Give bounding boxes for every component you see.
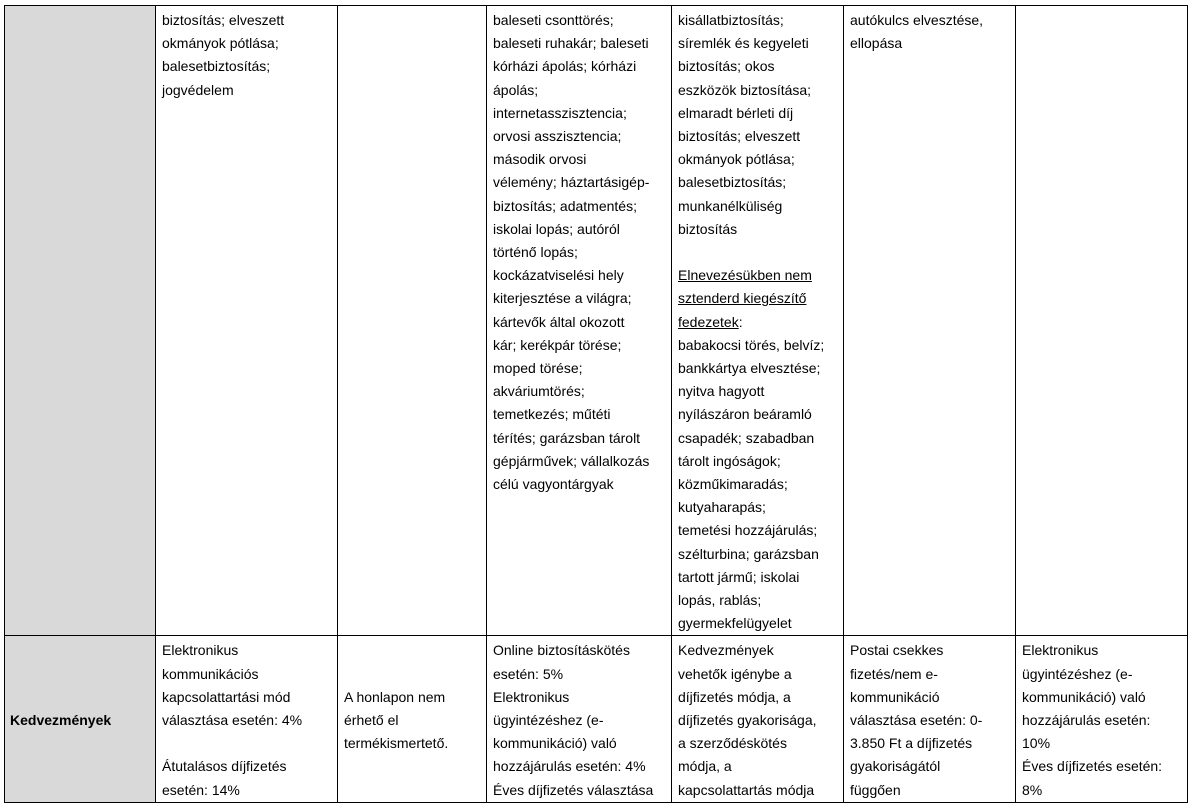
text-line: ellopása [850, 35, 903, 52]
text-line: díjfizetés módja, a [678, 688, 791, 705]
cell-top-col1 [156, 6, 338, 636]
text-line: második orvosi [493, 151, 587, 168]
comparison-table [4, 5, 1188, 803]
text-line: Elektronikus [1022, 642, 1099, 659]
text-line: moped törése; [493, 360, 583, 377]
text-line: történő lopás; [493, 244, 578, 261]
text-line: biztosítás [678, 220, 738, 237]
text-line: balesetbiztosítás; [162, 58, 271, 75]
text-line: célú vagyontárgyak [493, 476, 614, 493]
text-line: Elektronikus [493, 688, 570, 705]
text-line: kórházi ápolás; kórházi [493, 58, 637, 75]
text-line: baleseti csonttörés; [493, 12, 614, 28]
text-line: nyitva hagyott [678, 383, 765, 400]
text-line: biztosítás; okos [678, 58, 775, 75]
text-line: Éves díjfizetés esetén: [1022, 758, 1163, 775]
cell-bottom-col3 [487, 636, 672, 802]
text-line: kommunikációs [162, 665, 259, 682]
cell-top-col3 [487, 6, 672, 636]
cell-bottom-col1 [156, 636, 338, 802]
row-header-empty [5, 6, 156, 636]
text-line: biztosítás; adatmentés; [493, 197, 637, 214]
text-line: biztosítás; elveszett [162, 12, 285, 28]
text-line: orvosi asszisztencia; [493, 128, 622, 145]
text-line: Elnevezésükben nem [678, 267, 812, 284]
text-line: hozzájárulás esetén: [1022, 712, 1151, 729]
cell-bottom-col2 [338, 636, 487, 802]
text-line: választása esetén: 0- [850, 712, 983, 729]
text-line: kommunikáció) való [493, 735, 617, 752]
text-line: gyakoriságától [850, 758, 941, 775]
text-line: Kedvezmények [678, 642, 774, 659]
cell-top-col6 [1016, 6, 1188, 636]
text-line: babakocsi törés, belvíz; [678, 336, 825, 353]
text-line: közműkimaradás; [678, 476, 788, 493]
table-row-discounts [5, 636, 1188, 802]
text-line: autókulcs elvesztése, [850, 12, 984, 28]
text-line: kapcsolattartás módja [678, 781, 815, 798]
cell-bottom-col4 [672, 636, 844, 802]
text-line: díjfizetés gyakorisága, [678, 712, 817, 729]
text-line: Éves díjfizetés választása [493, 781, 654, 798]
text-line: okmányok pótlása; [162, 35, 279, 52]
cell-bottom-col6 [1016, 636, 1188, 802]
text-line: bankkártya elvesztése; [678, 360, 821, 377]
text-line: kockázatviselési hely [493, 267, 624, 284]
text-line: elmaradt bérleti díj [678, 104, 794, 121]
text-line: lopás, rablás; [678, 592, 762, 609]
text-line: internetasszisztencia; [493, 104, 627, 121]
text-line: választása esetén: 4% [162, 712, 303, 729]
text-line: vélemény; háztartásigép- [493, 174, 650, 191]
text-line: térítés; garázsban tárolt [493, 429, 641, 446]
text-line: kártevők által okozott [493, 313, 625, 330]
text-line: tárolt ingóságok; [678, 452, 781, 469]
text-line: Online biztosításkötés [493, 642, 630, 659]
row-header-discounts: Kedvezmények [5, 636, 156, 802]
text-line: sztenderd kiegészítő [678, 290, 807, 307]
text-line: temetési hozzájárulás; [678, 522, 818, 539]
text-line: esetén: 5% [493, 665, 564, 682]
cell-bottom-col5 [844, 636, 1016, 802]
table-row-coverage [5, 6, 1188, 636]
text-line: gyermekfelügyelet [678, 615, 792, 632]
text-line: érhető el [344, 712, 399, 729]
text-line: csapadék; szabadban [678, 429, 815, 446]
text-line: fizetés/nem e- [850, 665, 938, 682]
cell-top-col4 [672, 6, 844, 636]
text-line: kisállatbiztosítás; [678, 12, 784, 28]
text-line: kutyaharapás; [678, 499, 766, 516]
heading-colon: : [738, 313, 743, 330]
col4-nonstandard-heading [678, 264, 837, 334]
text-line: fedezetek [678, 313, 739, 330]
text-line: eszközök biztosítása; [678, 81, 812, 98]
text-line: Átutalásos díjfizetés [162, 758, 287, 775]
text-line: síremlék és kegyeleti [678, 35, 809, 52]
cell-top-col5 [844, 6, 1016, 636]
text-line: ügyintézéshez (e- [493, 712, 604, 729]
col4-nonstandard-list [678, 334, 837, 636]
text-line: ápolás; [493, 81, 539, 98]
col4-standard-list [678, 9, 837, 241]
text-line: gépjárművek; vállalkozás [493, 452, 650, 469]
text-line: ügyintézéshez (e- [1022, 665, 1133, 682]
text-line: hozzájárulás esetén: 4% [493, 758, 646, 775]
text-line: nyílászáron beáramló [678, 406, 812, 423]
text-line: kiterjesztése a világra; [493, 290, 632, 307]
text-line: balesetbiztosítás; [678, 174, 787, 191]
text-line: A honlapon nem [344, 688, 446, 705]
text-line: baleseti ruhakár; baleseti [493, 35, 649, 52]
text-line: 10% [1022, 735, 1051, 752]
text-line: termékismertető. [344, 735, 449, 752]
text-line: a szerződéskötés [678, 735, 787, 752]
text-line: biztosítás; elveszett [678, 128, 801, 145]
text-line: függően [850, 781, 901, 798]
text-line: okmányok pótlása; [678, 151, 795, 168]
text-line: kár; kerékpár törése; [493, 336, 622, 353]
text-line: Elektronikus [162, 642, 239, 659]
text-line: Postai csekkes [850, 642, 944, 659]
text-line: kommunikáció) való [1022, 688, 1146, 705]
text-line: módja, a [678, 758, 732, 775]
text-line: esetén: 14% [162, 781, 240, 798]
text-line: jogvédelem [162, 81, 234, 98]
text-line: kapcsolattartási mód [162, 688, 291, 705]
text-line: vehetők igénybe a [678, 665, 792, 682]
cell-top-col2 [338, 6, 487, 636]
text-line: iskolai lopás; autóról [493, 220, 620, 237]
text-line: 3.850 Ft a díjfizetés [850, 735, 973, 752]
text-line: 8% [1022, 781, 1043, 798]
text-line: munkanélküliség [678, 197, 783, 214]
text-line: kommunikáció [850, 688, 940, 705]
text-line: szélturbina; garázsban [678, 545, 819, 562]
text-line: akváriumtörés; [493, 383, 585, 400]
text-line: tartott jármű; iskolai [678, 568, 800, 585]
text-line: temetkezés; műtéti [493, 406, 611, 423]
